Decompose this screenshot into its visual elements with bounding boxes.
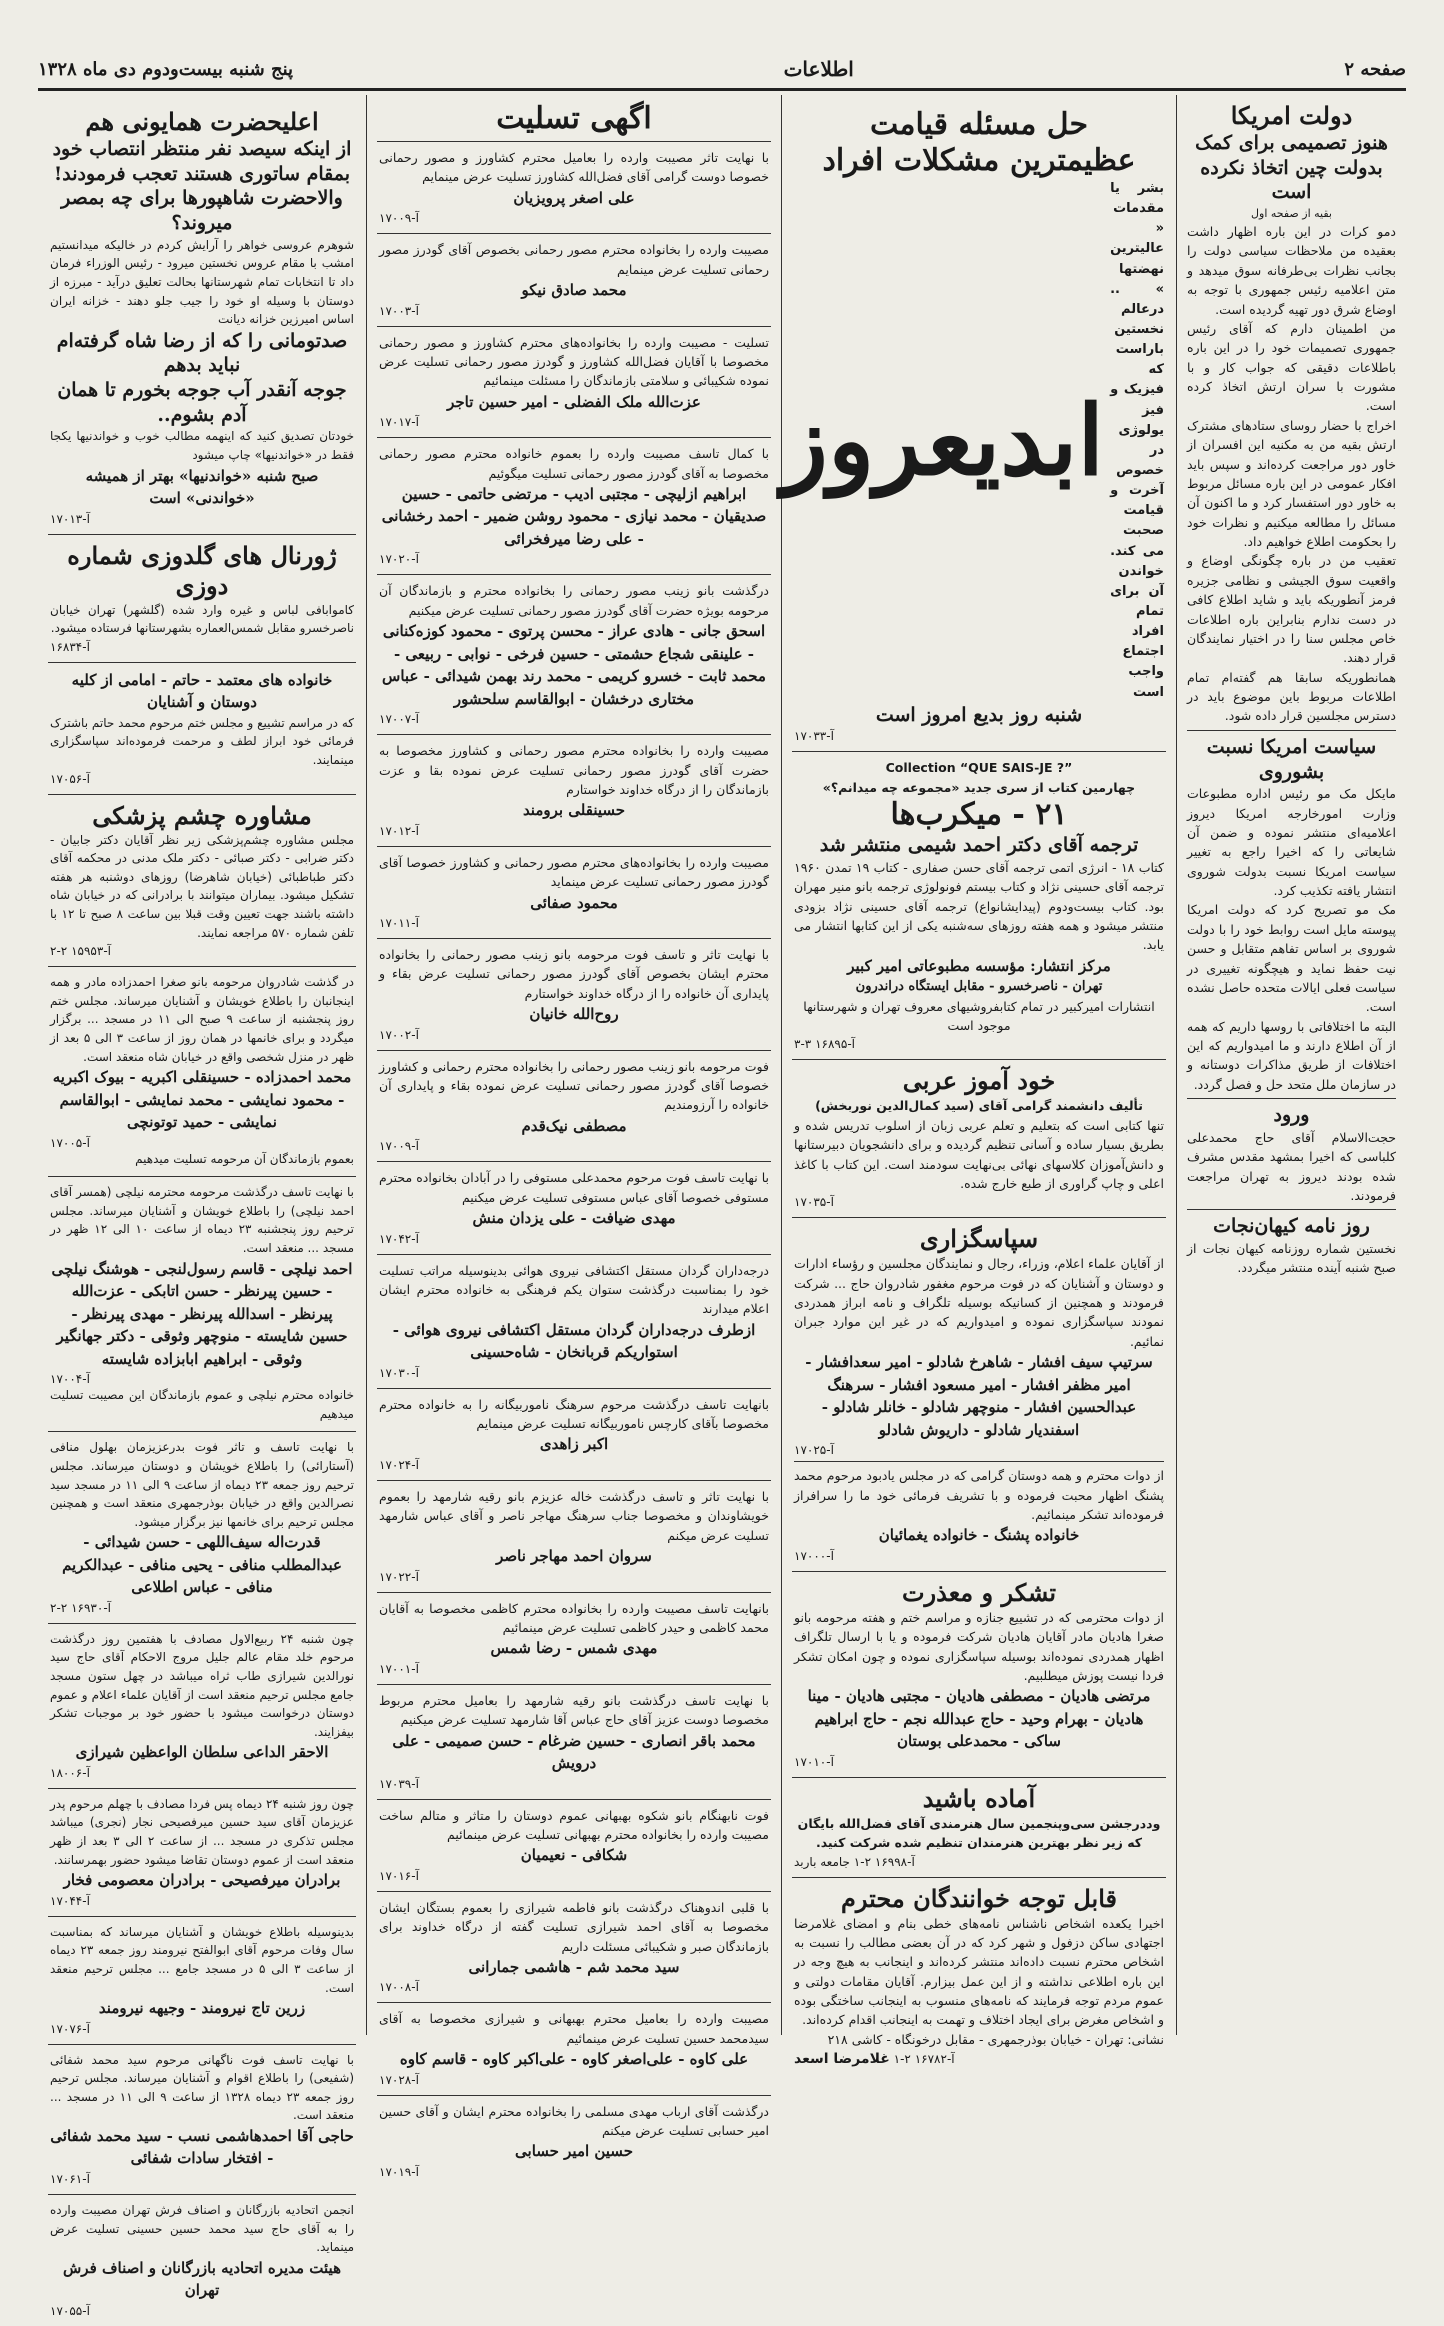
ad-code: آ-۱۷۰۳۵ [794, 1195, 834, 1210]
book-intro: چهارمین کتاب از سری جدید «مجموعه چه میدانم؟» [822, 779, 1136, 795]
ad-code: آ-۱۷۰۲۵ [794, 1443, 834, 1458]
ad-signature: محمد احمدزاده - حسینقلی اکبریه - بیوک اکبریه - محمود نمایشی - محمد نمایشی - ابوالقاسم نمایشی - حمید توتونچی [52, 1068, 352, 1132]
condolence-ad [377, 327, 771, 439]
condolence-ad [377, 1162, 771, 1254]
ad-book-microbes [792, 752, 1166, 1060]
condolence-ad [377, 1593, 771, 1685]
article-paragraph: نخستین شماره روزنامه کیهان نجات از صبح شنبه آینده منتشر میگردد. [1187, 1241, 1396, 1276]
ad-banner: شنبه روز بدیع امروز است [875, 703, 1083, 726]
condolence-code: آ-۱۷۰۲۸ [379, 2072, 419, 2087]
collection-name: Collection “QUE SAIS-JE ?” [885, 760, 1073, 776]
ad-eye-clinic [48, 795, 356, 968]
ad-subheading: از اینکه سیصد نفر منتظر انتصاب خود بمقام ساتوری هستند تعجب فرمودند! [52, 138, 352, 185]
divider [1187, 1098, 1396, 1099]
condolence-signature: سروان احمد مهاجر ناصر [496, 1547, 652, 1565]
condolence-body: با کمال تاسف مصیبت وارده را بعموم خانواده محترم مصور رحمانی مخصوصا به آقای گودرز مصور رحمانی تسلیت میگوئیم [379, 446, 769, 481]
condolence-signature: محمد باقر انصاری - حسین ضرغام - حسن صمیمی - علی درویش [392, 1731, 756, 1772]
article-paragraph: تعقیب من در باره چگونگی اوضاع و واقعیت سوق الجیشی و نظامی جزیره فرمز آنطوریکه باید و شاید اطلاع کافی در دست ندارم بنابراین باره اطلاعات خاص مجلس سنا را در اختیار نمایندگان قرار دهند. [1187, 553, 1396, 666]
ad-title: عظیمترین مشکلات افراد [822, 143, 1136, 178]
ad-code: آ-۱۶۸۳۴ [50, 639, 90, 654]
ad-signature: مرتضی هادیان - مصطفی هادیان - مجتبی هادیان - مینا هادیان - بهرام وحید - حاج عبدالله نجم - حاج ابراهیم ساکی - محمدعلی بوستان [807, 1687, 1151, 1751]
condolence-signature: حسین امیر حسابی [515, 2142, 633, 2161]
columns [38, 95, 1406, 2318]
ad-title: خانواده های معتمد - حاتم - امامی از کلیه دوستان و آشنایان [71, 670, 333, 712]
condolence-code: آ-۱۷۰۰۸ [379, 1980, 419, 1995]
ad-title: آماده باشید [922, 1783, 1036, 1813]
condolence-ad [377, 1389, 771, 1481]
ad-code: آ-۱۷۰۳۳ [794, 729, 834, 744]
condolence-code: آ-۱۷۰۴۲ [379, 1231, 419, 1246]
ad-obituary-6 [48, 1917, 356, 2045]
newspaper-name: اطلاعات [783, 57, 854, 81]
condolence-signature: ازطرف درجه‌داران گردان مستقل اکتشافی نیروی هوائی - استواریکم قربانخان - شاه‌حسینی [392, 1320, 756, 1362]
ad-obituary-4 [48, 1624, 356, 1789]
condolence-code: آ-۱۷۰۰۷ [379, 712, 419, 727]
ad-footer: بعموم بازماندگان آن مرحومه تسلیت میدهیم [135, 1151, 354, 1166]
ad-code [794, 1855, 1164, 1869]
condolence-ad [377, 234, 771, 326]
ad-code: آ-۱۷۰۱۳ [50, 511, 90, 526]
ad-code [794, 2051, 1164, 2067]
condolence-ad [377, 939, 771, 1051]
article-title: دولت امریکا [1230, 101, 1353, 130]
ad-body: انجمن اتحادیه بازرگانان و اصناف فرش تهران مصیبت وارده را به آقای حاج سید محمد حسین حسینی تسلیت عرض مینماید. [50, 2202, 354, 2255]
ad-code-run: ۲-۲ [50, 1600, 68, 1615]
ad-banner: صبح شنبه «خواندنیها» بهتر از همیشه «خواندنی» است [85, 466, 319, 508]
condolence-signature: ابراهیم ازلیچی - مجتبی ادیب - مرتضی حاتمی - حسین صدیقیان - محمد نیازی - محمود روشن ضمیر - احمد رخشانی - علی رضا میرفخرائی [381, 484, 767, 548]
ad-code-number: آ-۱۵۹۵۳ [71, 944, 111, 959]
condolence-body: با قلبی اندوهناک درگذشت بانو فاطمه شیرازی را بعموم بستگان ایشان مخصوصا به آقای احمد شیرازی تسلیت گفته از درگاه خداوند برای بازماندگان صبر و شکیبائی مسئلت داریم [379, 1899, 769, 1954]
ad-lead: بشر یا مقدمات « عالیترین نهضتها » .. درعالم نخستین باراست که فیزیک و فیز یولوژی در خصوص آخرت و قیامت صحبت می کند. خواندن آن برای تمام افراد اجتماع واجب است [1110, 181, 1164, 700]
ad-signature: خانواده پشنگ - خانواده یغمائیان [878, 1526, 1080, 1545]
ad-signature: احمد نیلچی - قاسم رسول‌لنجی - هوشنگ نیلچی - حسین پیرنظر - حسن اتابکی - عزت‌الله پیرنظر - اسدالله پیرنظر - مهدی پیرنظر - حسین شایسته - منوچهر وثوقی - دکتر جهانگیر وثوقی - ابراهیم ابابزاده شایسته [51, 1259, 353, 1368]
ad-apology [792, 1572, 1166, 1778]
ad-body: در گذشت شادروان مرحومه بانو صغرا احمدزاده مادر و همه اینجانبان را باطلاع خویشان و آشنایان میرساند. مجلس ختم روز پنجشنبه از ساعت ۹ صبح الی ۱۱ در مسجد ... برگزار میگردد و برای خانمها در همان روز از ساعت ۳ الی ۵ بعد از ظهر در منزل شخصی واقع در خیابان شاه منعقد است. [50, 975, 354, 1064]
ad-body: اخیرا یکعده اشخاص ناشناس نامه‌های خطی بنام و امضای غلامرضا اجتهادی ساکن دزفول و شهر کرد که در آن بعضی مطالب را نسبت به اشخاص محترم نسبت داده‌اند منتشر کرده‌اند و اینجانب به هیچ وجه در این باره اطلاعی نداشته و از این عمل بیزارم. آقایان مقامات دولتی و عموم مردم توجه فرمایند که نامه‌های منسوب به اینجانب ساختگی بوده و اشخاص مغرض برای ایجاد اختلاف و تهمت به اینجانب اقدام کرده‌اند. [794, 1915, 1164, 2028]
condolence-code: آ-۱۷۰۱۶ [379, 1868, 419, 1883]
condolence-body: تسلیت - مصیبت وارده را بخانواده‌های محترم کشاورز و مصور رحمانی مخصوصا با آقایان فضل‌الله کشاورز و گودرز مصور رحمانی تسلیت عرض نموده شکیبائی و سلامتی بازماندگان را مسئلت مینمائیم [379, 334, 769, 389]
condolence-ad [377, 2096, 771, 2187]
condolence-body: مصیبت وارده را بخانواده محترم مصور رحمانی و کشاورز مخصوصا به حضرت آقای گودرز مصور رحمانی تسلیت عرض نموده بقا و عزت بازماندگان را از درگاه خداوند خواستارم [379, 743, 769, 797]
condolence-list [377, 142, 771, 2187]
condolence-body: با نهایت تاسف درگذشت بانو رقیه شارمهد را بعامیل محترم مربوط مخصوصا دوست عزیز آقای حاج عباس آقا شارمهد تسلیت عرض میکنیم [379, 1692, 769, 1728]
ad-body: تنها کتابی است که بتعلیم و تعلم عربی زبان از اسلوب تدریس شده و بطریق بسیار ساده و آسانی تنظیم گردیده و برای دانشجویان دبیرستانها و دانش‌آموزان کلاسهای نهائی بی‌نهایت سودمند است. این کتاب با کاغذ اعلی و چاپ گراوری از طبع خارج شده. [794, 1117, 1164, 1191]
condolence-signature: اسحق جانی - هادی عراز - محسن پرتوی - محمود کوزه‌کنانی - علینقی شجاع حشمتی - حسین فرخی - نوابی - ربیعی - محمد ثابت - خسرو کریمی - محمد رند بهمن شیدائی - عباس مختاری درخشان - ابوالقاسم سلحشور [382, 622, 766, 708]
ad-title: قابل توجه خوانندگان محترم [841, 1883, 1117, 1913]
condolence-code: آ-۱۷۰۱۲ [379, 823, 419, 838]
ad-code: آ-۱۷۰۱۰ [794, 1754, 834, 1769]
ad-signature: الاحقر الداعی سلطان الواعظین شیرازی [75, 1743, 329, 1762]
article-paragraph: مک مو تصریح کرد که دولت امریکا پیوسته مایل است روابط خود را با دولت شوروی بر اساس تفاهم متقابل و حسن نیت حفظ نماید و هیچگونه تغییری در سیاست فعلی ایالات متحده حاصل نشده است. [1187, 902, 1396, 1015]
condolence-signature: علی کاوه - علی‌اصغر کاوه - علی‌اکبر کاوه - قاسم کاوه [399, 2050, 749, 2069]
ad-code: آ-۱۷۰۴۴ [50, 1893, 90, 1908]
book-logo: ابدیعروز [781, 383, 1105, 497]
condolence-signature: مصطفی نیک‌قدم [521, 1116, 627, 1135]
ad-obituary-8 [48, 2195, 356, 2326]
ad-title: ژورنال های گلدوزی شماره دوزی [67, 540, 337, 600]
ad-readers-notice [792, 1878, 1166, 2076]
condolence-signature: سید محمد شم - هاشمی جمارانی [468, 1957, 680, 1976]
ad-signature: غلامرضا اسعد [794, 2051, 890, 2068]
ad-code: آ-۱۷۰۰۵ [50, 1135, 90, 1150]
condolence-ad [377, 847, 771, 939]
article-paragraph: حجت‌الاسلام آقای حاج محمد‌علی کلباسی که اخیرا بمشهد مقدس مشرف شده بودند دیروز به تهران مراجعت فرمودند. [1187, 1129, 1396, 1204]
ad-code-number: آ-۱۶۷۸۲ [914, 2052, 955, 2067]
ad-title: مشاوره چشم پزشکی [92, 800, 312, 830]
ad-signature: حاجی آقا احمدهاشمی نسب - سید محمد شفائی - افتخار سادات شفائی [50, 2126, 354, 2168]
condolence-code: آ-۱۷۰۳۹ [379, 1776, 419, 1791]
condolence-body: با نهایت تاثر و تاسف فوت مرحومه بانو زینب مصور رحمانی را بخانواده محترم ایشان بخصوص آقای گودرز مصور رحمانی تسلیت عرض بقاء و پایداری آن خانواده را از درگاه خداوند خواستارم [379, 947, 769, 1001]
condolence-ad [377, 735, 771, 847]
ad-code-org: جامعه باربد [794, 1854, 850, 1869]
book-translator: ترجمه آقای دکتر احمد شیمی منتشر شد [819, 834, 1139, 857]
condolence-signature: شکافی - نعیمیان [520, 1846, 628, 1865]
condolence-column [366, 95, 781, 2179]
condolence-code: آ-۱۷۰۱۷ [379, 415, 419, 430]
condolence-body: مصیبت وارده را بخانواده‌های محترم مصور رحمانی و کشاورز خصوصا آقای گودرز مصور رحمانی تسلیت عرض مینماید [379, 854, 769, 890]
news-column [1176, 95, 1406, 2035]
ad-body: خودتان تصدیق کنید که اینهمه مطالب خوب و خواندنیها یکجا فقط در «خواندنیها» چاپ میشود [50, 429, 354, 463]
condolence-ad [377, 1800, 771, 1892]
issue-date: پنج شنبه بیست‌ودوم دی ماه ۱۳۲۸ [38, 58, 294, 80]
condolence-code: آ-۱۷۰۰۹ [379, 1139, 419, 1154]
ad-code-run: ۲-۲ [50, 944, 68, 959]
condolence-signature: محمود صفائی [530, 893, 618, 912]
ad-address: نشانی: تهران - خیابان بوذرجمهری - مقابل درخونگاه - کاشی ۲۱۸ [827, 2031, 1164, 2047]
ad-code [50, 1601, 354, 1615]
ad-subheading: صدتومانی را که از رضا شاه گرفته‌ام نباید بدهم [56, 329, 348, 377]
page-header [38, 50, 1406, 91]
article-paragraph: البته ما اختلافاتی با روسها داریم که همه از آن اطلاع دارند و ما امیدواریم که این اختلافات از طریق مذاکرات دوستانه و در سازمان ملل متحد حل و فصل گردد. [1187, 1018, 1396, 1092]
ad-code [794, 1037, 1164, 1051]
condolence-ad [377, 1685, 771, 1800]
book-title: ۲۱ - میکرب‌ها [890, 797, 1068, 833]
ad-code [50, 944, 354, 958]
condolence-body: با نهایت تاسف فوت مرحوم محمدعلی مستوفی را در آبادان بخانواده محترم مستوفی خصوصا آقای عباس مستوفی تسلیت عرض میکنیم [379, 1170, 769, 1205]
condolence-body: با نهایت تاثر مصیبت وارده را بعامیل محترم کشاورز و مصور رحمانی خصوصا دوست گرامی آقای فضل‌الله کشاورز تسلیت عرض مینمایم [379, 150, 769, 185]
condolence-signature: محمد صادق نیکو [521, 281, 627, 299]
ad-body: که در مراسم تشییع و مجلس ختم مرحوم محمد حاتم باشترک فرمائی خود ابراز لطف و مرحمت فرموده‌اند سپاسگزاری مینمایند. [50, 715, 354, 768]
condolence-code: آ-۱۷۰۰۲ [379, 1027, 419, 1042]
ad-arabic-book [792, 1060, 1166, 1218]
condolence-code: آ-۱۷۰۰۱ [379, 1661, 419, 1676]
ad-body: شوهرم عروسی خواهر را آرایش کردم در خالیکه میدانستیم امشب با مقام عروس نخستین میرود - رئیس الوزراء فرمان داد تا انتخابات تمام شهرستانها بحالت تعلیق درآید - مبرزه از دوستان با وسیله او خود را جیب جلو دهند - خزانه ایران اساس امیرزین خزانه دیانت [50, 237, 354, 327]
condolence-body: بانهایت تاسف درگذشت مرحوم سرهنگ ناموربیگانه را به خانواده محترم مخصوصا بآقای کارچس ناموربیگانه تسلیت عرض مینمایم [379, 1396, 769, 1431]
ad-thanks [792, 1218, 1166, 1572]
ad-obituary-2 [48, 1177, 356, 1432]
condolence-title: اگهی تسلیت [377, 101, 771, 142]
condolence-ad [377, 1051, 771, 1163]
ad-code-number: آ-۱۶۹۳۰ [71, 1600, 111, 1615]
ad-subheading: والاحضرت شاهپورها برای چه بمصر میروند؟ [61, 187, 343, 235]
ad-title: حل مسئله قیامت [869, 107, 1089, 142]
condolence-signature: حسینقلی برومند [522, 801, 626, 820]
condolence-signature: علی اصغر پرویزیان [513, 188, 635, 207]
condolence-ad [377, 438, 771, 575]
article-subheading: روز نامه کیهان‌نجات [1213, 1215, 1370, 1238]
condolence-code: آ-۱۷۰۳۰ [379, 1365, 419, 1380]
divider [1187, 730, 1396, 731]
condolence-signature: اکبر زاهدی [539, 1435, 609, 1454]
article-paragraph: همانطوریکه سابقا هم گفته‌ام تمام اطلاعات مربوط باین موضوع باید در دسترس مجلسین قرار داده شود. [1187, 669, 1396, 724]
condolence-code: آ-۱۷۰۱۹ [379, 2164, 419, 2179]
condolence-signature: عزت‌الله ملک الفضلی - امیر حسین تاجر [447, 392, 701, 411]
ad-title: تشکر و معذرت [901, 1577, 1057, 1607]
ad-obituary-7 [48, 2045, 356, 2195]
ad-title: سپاسگزاری [919, 1224, 1039, 1254]
condolence-code: آ-۱۷۰۰۹ [379, 211, 419, 226]
ad-code: آ-۱۷۰۶۱ [50, 2171, 90, 2186]
condolence-signature: مهدی شمس - رضا شمس [490, 1639, 658, 1658]
condolence-code: آ-۱۷۰۱۱ [379, 916, 419, 930]
ad-body: با نهایت تاسف و تاثر فوت بدرعزیزمان بهلول منافی (آستارائی) را باطلاع خویشان و دوستان میرساند. مجلس ترحیم روز جمعه ۲۳ دیماه از ساعت ۹ الی ۱۱ در مسجد سید نصرالدین واقع در خیابان بوذرجمهری منعقد است و همچنین مجلس ترحیم برای خانمها نیز برگزار میشود. [50, 1440, 355, 1529]
condolence-body: فوت مرحومه بانو زینب مصور رحمانی را بخانواده محترم رحمانی و کشاورز خصوصا آقای گودرز مصور رحمانی تسلیت عرض نموده بقاء و پایداری آن خانواده را آرزومندیم [379, 1058, 769, 1113]
condolence-body: درگذشت آقای ارباب مهدی مسلمی را بخانواده محترم ایشان و آقای حسین امیر حسابی تسلیت عرض میکنم [379, 2103, 769, 2138]
ad-body: مجلس مشاوره چشم‌پزشکی زیر نظر آقایان دکتر جابیان - دکتر ضرابی - دکتر صبائی - دکتر ملک مدنی در محکمه آقای دکتر طباطبائی (خیابان شاهرضا) روزهای دوشنبه هر هفته تشکیل میشود. بیماران میتوانند با برادرانی که در خیابان شاه داشته باشند جهت تعیین وقت قبلا بین ساعت ۸ صبح تا ۱۲ با تلفن شماره ۵۷۰ مراجعه نمایند. [50, 832, 355, 940]
ad-obituary-1 [48, 967, 356, 1177]
ads-column-books [781, 95, 1176, 2068]
condolence-ad [377, 2003, 771, 2095]
ad-footer: خانواده محترم نیلچی و عموم بازماندگان این مصیبت تسلیت میدهیم [50, 1388, 354, 1421]
ad-code: آ-۱۷۰۵۵ [50, 2303, 90, 2318]
ad-embroidery-journals [48, 535, 356, 663]
ad-subheading: جوجه آنقدر آب جوجه بخورم تا همان آدم بشوم.. [57, 379, 347, 426]
ad-body: وددرجشن سی‌وپنجمین سال هنرمندی آقای فضل‌الله بایگان که زیر نظر بهترین هنرمندان تنظیم شده شرکت کنید. [797, 1815, 1161, 1851]
ad-body: کاموابافی لباس و غیره وارد شده (گلشهر) تهران خیابان ناصرخسرو مقابل شمس‌العماره بشهرستانها فرستاده میشود. [50, 602, 354, 636]
condolence-body: با نهایت تاثر و تاسف درگذشت خاله عزیزم بانو رقیه شارمهد را بعموم خویشاوندان و مخصوصا جناب سرهنگ مهاجر ناصر و آقای عباس شارمهد تسلیت عرض میکنم [379, 1488, 769, 1543]
condolence-body: درگذشت بانو زینب مصور رحمانی را بخانواده محترم و بازماندگان آن مرحومه بویژه حضرت آقای گودرز مصور رحمانی تسلیت عرض میکنیم [379, 583, 769, 618]
article-paragraph: دمو کرات در این باره اظهار داشت بعقیده من ملاحظات سیاسی دولت را بجانب نظرات بی‌طرفانه سوق میدهد و متن اعلامیه رئیس جمهوری با توجه به اوضاع شرق دور تهیه گردیده است. [1187, 224, 1396, 317]
article-continued: بقیه از صفحه اول [1251, 207, 1332, 221]
ad-signature: زرین تاج نیرومند - وجیهه نیرومند [98, 1999, 306, 2018]
ad-code: آ-۱۷۰۷۶ [50, 2021, 90, 2036]
ad-signature: قدرت‌اله سیف‌اللهی - حسن شیدائی - عبدالمطلب منافی - یحیی منافی - عبدالکریم منافی - عباس اطلاعی [62, 1533, 342, 1597]
ad-author: تألیف دانشمند گرامی آقای (سید کمال‌الدین نوربخش) [815, 1098, 1143, 1114]
condolence-body: درجه‌داران گردان مستقل اکتشافی نیروی هوائی بدینوسیله مراتب تسلیت خود را بمناسبت درگذشت ستوان یکم فرهنگی به خانواده محترم ایشان اعلام میدارند [379, 1262, 769, 1317]
ad-code: آ-۱۷۰۵۶ [50, 771, 90, 786]
ad-signature: هیئت مدیره اتحادیه بازرگانان و اصناف فرش تهران [63, 2258, 341, 2300]
ad-body: از دوات محترمی که در تشییع جنازه و مراسم ختم و هفته مرحومه بانو صغرا هادیان مادر آقایان هادیان شرکت فرموده و یا با ارسال تلگراف اظهار همدردی نموده‌اند بوسیله سپاسگزاری نموده و چون امکان تشکر فردا نیست پوزش میطلبیم. [794, 1609, 1164, 1683]
condolence-ad [377, 142, 771, 234]
condolence-code: آ-۱۷۰۰۳ [379, 303, 419, 318]
divider [794, 1461, 1164, 1462]
ad-code: آ-۱۷۰۰۰ [794, 1548, 834, 1563]
publisher-address: تهران - ناصرخسرو - مقابل ایستگاه دراندرون [855, 979, 1103, 995]
ad-ready [792, 1778, 1166, 1878]
divider [1187, 1209, 1396, 1210]
ad-body: بدینوسیله باطلاع خویشان و آشنایان میرساند که بمناسبت سال وفات مرحوم آقای ابوالفتح نیرومند روز جمعه ۲۳ دیماه از ساعت ۳ الی ۵ در مسجد جامع ... مجلس ترحیم منعقد است. [50, 1924, 354, 1995]
ad-signature: سرتیپ سیف افشار - شاهرخ شادلو - امیر سعدافشار - امیر مظفر افشار - امیر مسعود افشار - سرهنگ عبدالحسین افشار - منوچهر شادلو - خانلر شادلو - اسفندیار شادلو - داریوش شادلو [805, 1353, 1153, 1439]
article-paragraph: اخراج با حضار روسای ستادهای مشترک ارتش بقیه من به مکنیه این افسران از خاور دور مراجعت کرده‌اند و سپس باید افکار عمومی در این باره مسائل مربوط به خاور دور استفسار کرد و ما اکنون آن مسائل را مطالعه میکنیم و نظرات خود را بحکومت اطلاع خواهیم داد. [1187, 417, 1396, 550]
ad-code-run: ۳-۳ [794, 1037, 812, 1052]
page-number: صفحه ۲ [1344, 58, 1406, 80]
ad-body: با نهایت تاسف فوت ناگهانی مرحوم سید محمد شفائی (شفیعی) را باطلاع اقوام و آشنایان میرساند. مجلس ترحیم روز جمعه ۲۳ دیماه ۱۳۲۸ از ساعت ۹ الی ۱۱ در مسجد ... منعقد است. [50, 2052, 355, 2123]
condolence-code: آ-۱۷۰۲۴ [379, 1457, 419, 1472]
ad-title: خود آموز عربی [902, 1066, 1056, 1096]
article-subheading: سیاست امریکا نسبت بشوروی [1206, 735, 1377, 783]
condolence-code: آ-۱۷۰۲۰ [379, 552, 419, 567]
article-subtitle: هنوز تصمیمی برای کمک بدولت چین اتخاذ نکرده است [1195, 132, 1388, 204]
book-body: کتاب ۱۸ - انرژی اتمی ترجمه آقای حسن صفاری - کتاب ۱۹ تمدن ۱۹۶۰ ترجمه آقای حسینی نژاد و کتاب بیستم فونولوژی ترجمه بانو منیر مهران بود. کتاب بیست‌ودوم (پیدایشانواع) ترجمه آقای حسینی نژاد بزودی منتشر میشود و همه هفته روزهای سه‌شنبه یکی از این کتابها انتشار می یابد. [794, 859, 1164, 953]
condolence-body: فوت نابهنگام بانو شکوه بهبهانی عموم دوستان را متاثر و متالم ساخت مصیبت وارده را بخانواده محترم بهبهانی تسلیت عرض مینمائیم [379, 1807, 769, 1842]
ad-title: اعلیحضرت همایونی هم [85, 107, 319, 136]
ad-code-run: ۲-۱ [893, 2052, 911, 2067]
ad-book-qiyamat [781, 101, 1166, 752]
ad-body: با نهایت تاسف درگذشت مرحومه محترمه نیلچی (همسر آقای احمد نیلچی) را باطلاع خویشان و آشنایان میرساند. مجلس ترحیم روز پنجشنبه ۲۳ دیماه از ساعت ۱۰ الی ۱۲ ظهر در مسجد ... منعقد است. [50, 1185, 355, 1256]
ad-body: از دوات محترم و همه دوستان گرامی که در مجلس یادبود مرحوم محمد پشنگ اظهار محبت فرموده و با تشریف فرمائی خود ما را سرافراز فرموده‌اند تشکر مینمائیم. [794, 1468, 1164, 1522]
ad-code: آ-۱۸۰۰۶ [50, 1765, 90, 1780]
publisher: مرکز انتشار: مؤسسه مطبوعاتی امیر کبیر [847, 956, 1111, 975]
condolence-ad [377, 1892, 771, 2004]
ad-signature: برادران میرفصیحی - برادران معصومی فخار [63, 1871, 341, 1890]
article-paragraph: من اطمینان دارم که آقای رئیس جمهوری تصمیمات خود را در این باره باطلاعات دقیقی که جواب کار و با مشورت با سران ارتش اتخاذ کرده است. [1187, 320, 1396, 414]
condolence-body: مصیبت وارده را بخانواده محترم مصور رحمانی بخصوص آقای گودرز مصور رحمانی تسلیت عرض مینمایم [379, 242, 769, 277]
notices-column [38, 95, 366, 2318]
ad-obituary-5 [48, 1789, 356, 1917]
ad-code: آ-۱۷۰۰۴ [50, 1372, 90, 1387]
article-subheading: ورود [1273, 1104, 1310, 1127]
ad-khandaniha [48, 101, 356, 535]
ad-body: از آقایان علماء اعلام، وزراء، رجال و نمایندگان مجلسین و رؤساء ادارات و دوستان و آشنایان که در فوت مرحوم مغفور شادروان حاج ... شرکت فرمودند و همچنین از کسانیکه بوسیله تلگراف و نامه ابراز همدردی نمودند سپاسگزاری نموده و امیدواریم که در غیر این موارد جبران نمائیم. [794, 1256, 1164, 1349]
condolence-code: آ-۱۷۰۲۲ [379, 1569, 419, 1584]
ad-body: چون روز شنبه ۲۴ دیماه پس فردا مصادف با چهلم مرحوم پدر عزیزمان آقای سید حسین میرفصیحی نجار (نجری) میباشد مجلس تذکری در مسجد ... از ساعت ۲ الی ۳ بعد از ظهر منعقد است از عموم دوستان تقاضا میشود حضور بهمرسانند. [50, 1796, 355, 1867]
condolence-signature: مهدی ضیافت - علی یزدان منش [472, 1209, 676, 1227]
ad-code-number: آ-۱۶۸۹۵ [815, 1037, 855, 1052]
publisher-branches: انتشارات امیرکبیر در تمام کتابفروشیهای معروف تهران و شهرستانها موجود است [803, 998, 1155, 1034]
condolence-body: مصیبت وارده را بعامیل محترم بهبهانی و شیرازی مخصوصا به آقای سیدمحمد حسین تسلیت عرض مینمائیم [379, 2011, 769, 2046]
ad-code-number: آ-۱۶۹۹۸ [874, 1854, 915, 1869]
condolence-ad [377, 1255, 771, 1389]
ad-family-thanks [48, 663, 356, 795]
ad-code-run: ۲-۱ [853, 1854, 872, 1869]
condolence-ad [377, 1481, 771, 1593]
condolence-signature: روح‌الله خانیان [529, 1005, 619, 1024]
ad-obituary-3 [48, 1432, 356, 1623]
condolence-ad [377, 575, 771, 735]
ad-body: چون شنبه ۲۴ ربیع‌الاول مصادف با هفتمین روز درگذشت مرحوم خلد مقام عالم جلیل مروج الاحکام آقای حاج سید نورالدین شیرازی طاب ثراه میباشد در چهل ستون مسجد جامع مجلس ترحیم منعقد است از آقایان علماء اعلام و عموم دوستان درخواست میشود با حضور خود بر موجبات تشکر بیفزایند. [50, 1631, 355, 1739]
condolence-body: بانهایت تاسف مصیبت وارده را بخانواده محترم کاظمی مخصوصا به آقایان محمد کاظمی و حیدر کاظمی تسلیت عرض مینمائیم [379, 1600, 769, 1635]
article-paragraph: مایکل مک مو رئیس اداره مطبوعات وزارت امورخارجه امریکا دیروز اعلامیه‌ای منتشر نموده و ضمن آن شایعاتی را که اخیرا راجع به تغییر سیاست امریکا نسبت بدولت شوروی انتشار یافته تکذیب کرد. [1187, 786, 1396, 899]
